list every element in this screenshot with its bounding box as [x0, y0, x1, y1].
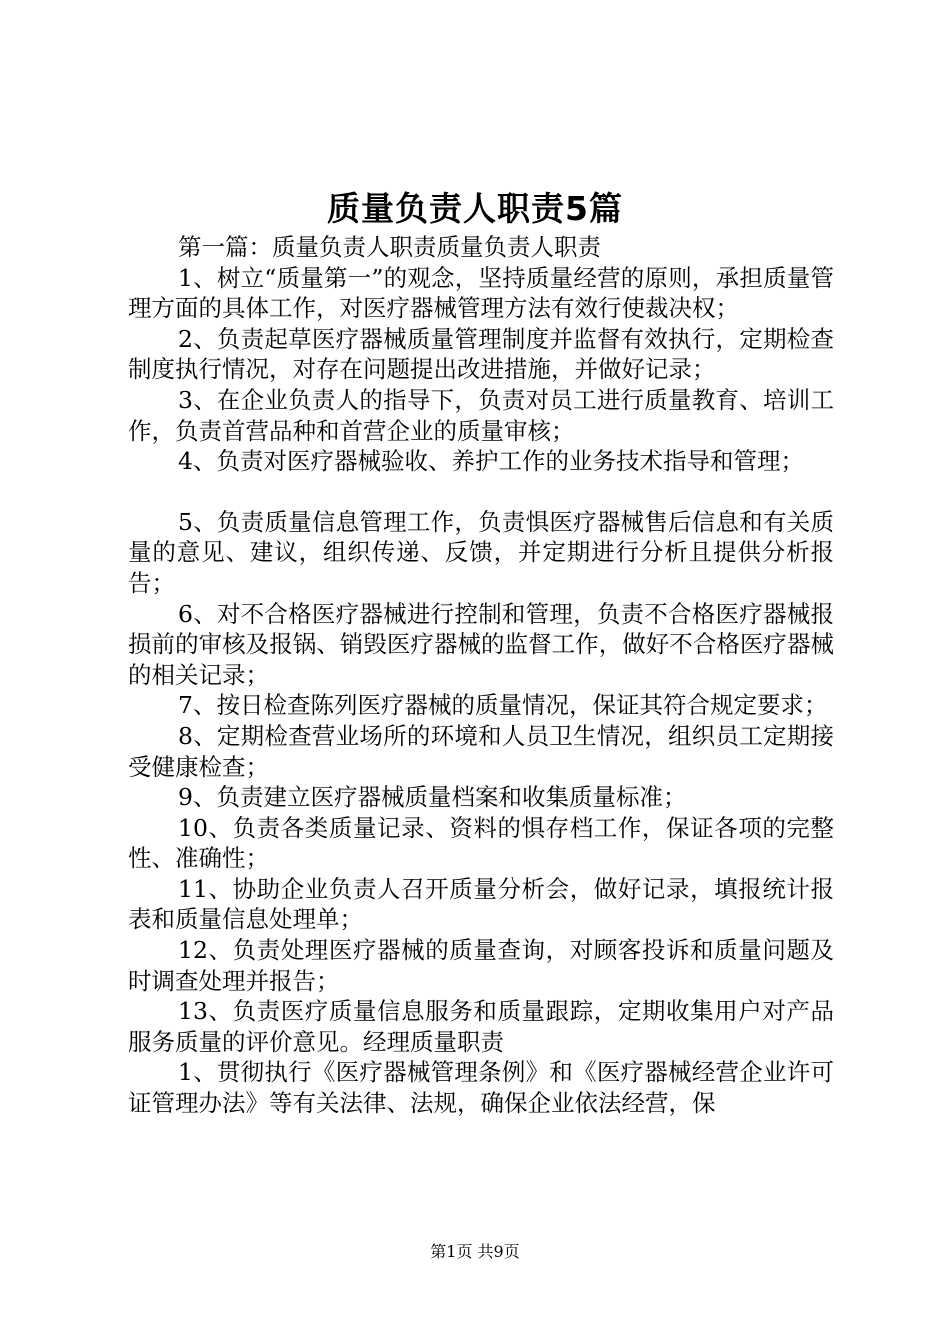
paragraph: 1、树立“质量第一”的观念，坚持质量经营的原则，承担质量管理方面的具体工作，对医疗器械管理方法有效行使裁决权； [128, 263, 834, 323]
paragraph: 7、按日检查陈列医疗器械的质量情况，保证其符合规定要求； [178, 691, 828, 720]
document-body [128, 232, 834, 1119]
paragraph: 10、负责各类质量记录、资料的惧存档工作，保证各项的完整性、准确性； [128, 813, 834, 873]
paragraph: 6、对不合格医疗器械进行控制和管理，负责不合格医疗器械报损前的审核及报锅、销毁医疗器械的监督工作，做好不合格医疗器械的相关记录； [128, 599, 834, 689]
paragraph: 13、负责医疗质量信息服务和质量跟踪，定期收集用户对产品服务质量的评价意见。经理质量职责 [128, 997, 834, 1056]
paragraph: 5、负责质量信息管理工作，负责惧医疗器械售后信息和有关质量的意见、建议，组织传递、反馈，并定期进行分析且提供分析报告； [128, 507, 834, 597]
paragraph: 3、在企业负责人的指导下，负责对员工进行质量教育、培训工作，负责首营品种和首营企业的质量审核； [128, 385, 834, 445]
page-footer: 第1页 共9页 [430, 1242, 520, 1261]
paragraph: 12、负责处理医疗器械的质量查询，对顾客投诉和质量问题及时调查处理并报告； [128, 936, 834, 995]
paragraph: 第一篇：质量负责人职责质量负责人职责 [178, 233, 601, 261]
paragraph: 2、负责起草医疗器械质量管理制度并监督有效执行，定期检查制度执行情况，对存在问题提出改进措施，并做好记录； [128, 324, 834, 384]
document-title: 质量负责人职责5篇 [327, 189, 623, 228]
paragraph: 8、定期检查营业场所的环境和人员卫生情况，组织员工定期接受健康检查； [128, 721, 834, 781]
paragraph: 9、负责建立医疗器械质量档案和收集质量标准； [178, 783, 687, 812]
paragraph: 11、协助企业负责人召开质量分析会，做好记录，填报统计报表和质量信息处理单； [128, 874, 834, 934]
paragraph: 1、贯彻执行《医疗器械管理条例》和《医疗器械经营企业许可证管理办法》等有关法律、法规，确保企业依法经营，保 [128, 1058, 834, 1118]
paragraph: 4、负责对医疗器械验收、养护工作的业务技术指导和管理； [178, 447, 804, 476]
